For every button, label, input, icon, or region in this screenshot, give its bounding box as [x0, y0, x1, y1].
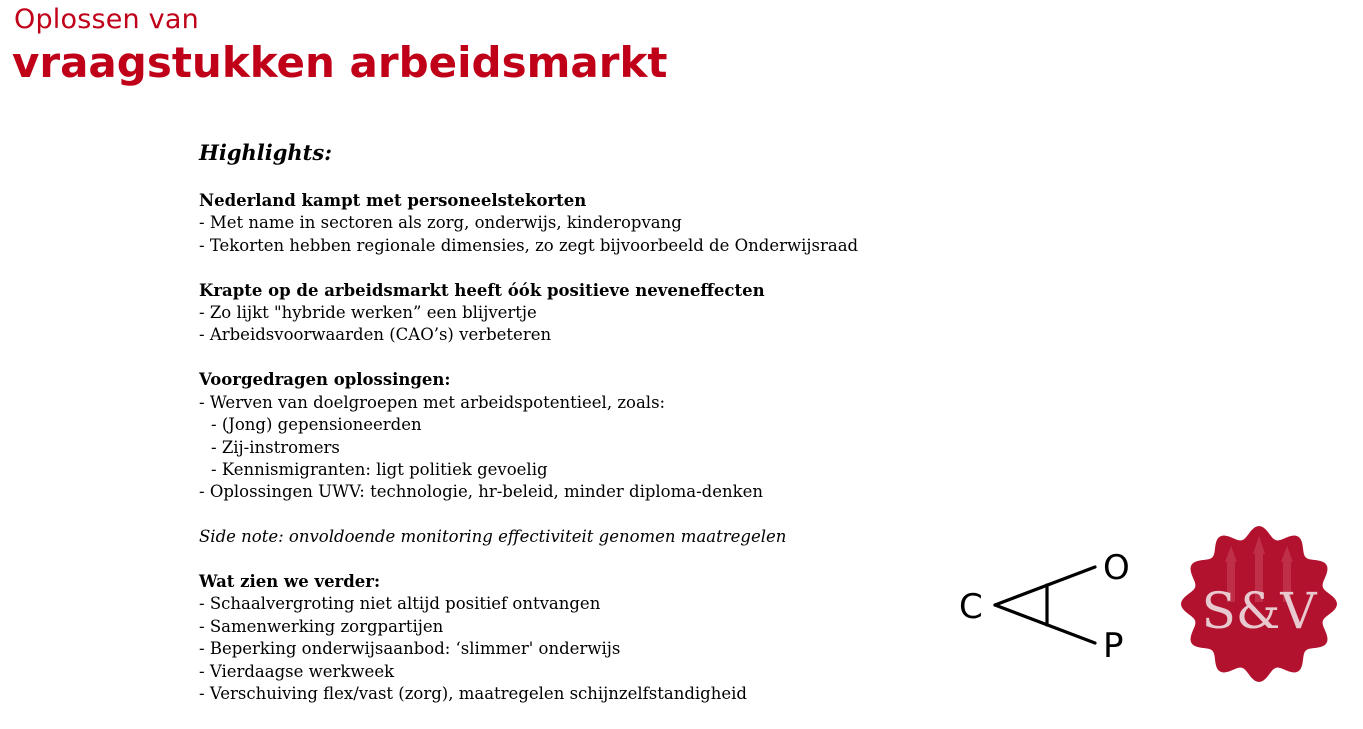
section-heading: Wat zien we verder:	[199, 572, 381, 592]
side-note	[199, 526, 919, 548]
list-item: - Zo lijkt "hybride werken” een blijvertje	[199, 303, 537, 323]
page-subtitle: Oplossen van	[14, 4, 199, 35]
list-item: - Arbeidsvoorwaarden (CAO’s) verbeteren	[199, 325, 552, 345]
list-subitem: - (Jong) gepensioneerden	[211, 415, 422, 435]
list-item: - Verschuiving flex/vast (zorg), maatregelen schijnzelfstandigheid	[199, 684, 747, 704]
page-title: vraagstukken arbeidsmarkt	[12, 38, 668, 87]
section-heading: Voorgedragen oplossingen:	[199, 370, 451, 390]
list-item: - Schaalvergroting niet altijd positief ontvangen	[199, 594, 601, 614]
list-item: - Oplossingen UWV: technologie, hr-beleid, minder diploma-denken	[199, 482, 764, 502]
section-oplossingen	[199, 369, 919, 503]
list-item: - Vierdaagse werkweek	[199, 661, 395, 681]
list-subitem: - Zij-instromers	[211, 437, 340, 457]
sv-seal-text: S&V	[1201, 582, 1317, 640]
side-note-text: Side note: onvoldoende monitoring effectiviteit genomen maatregelen	[199, 527, 787, 547]
list-item: - Met name in sectoren als zorg, onderwijs, kinderopvang	[199, 213, 682, 233]
cop-letter-p: P	[1103, 626, 1124, 665]
list-item: - Samenwerking zorgpartijen	[199, 616, 444, 636]
section-personeelstekorten	[199, 190, 919, 257]
cop-logo-icon	[955, 545, 1140, 665]
highlights-label: Highlights:	[199, 140, 332, 165]
cop-letter-o: O	[1103, 548, 1130, 588]
sv-seal-icon	[1179, 524, 1339, 684]
list-subitem: - Kennismigranten: ligt politiek gevoelig	[211, 459, 548, 479]
section-heading: Nederland kampt met personeelstekorten	[199, 191, 587, 210]
section-verder	[199, 571, 919, 705]
highlights-content	[199, 138, 919, 728]
section-krapte	[199, 280, 919, 347]
list-item: - Tekorten hebben regionale dimensies, zo zegt bijvoorbeeld de Onderwijsraad	[199, 235, 859, 255]
list-item: - Werven van doelgroepen met arbeidspotentieel, zoals:	[199, 392, 666, 412]
section-heading: Krapte op de arbeidsmarkt heeft óók positieve neveneffecten	[199, 280, 765, 300]
cop-letter-c: C	[959, 587, 983, 627]
list-item: - Beperking onderwijsaanbod: ‘slimmer' onderwijs	[199, 639, 621, 659]
